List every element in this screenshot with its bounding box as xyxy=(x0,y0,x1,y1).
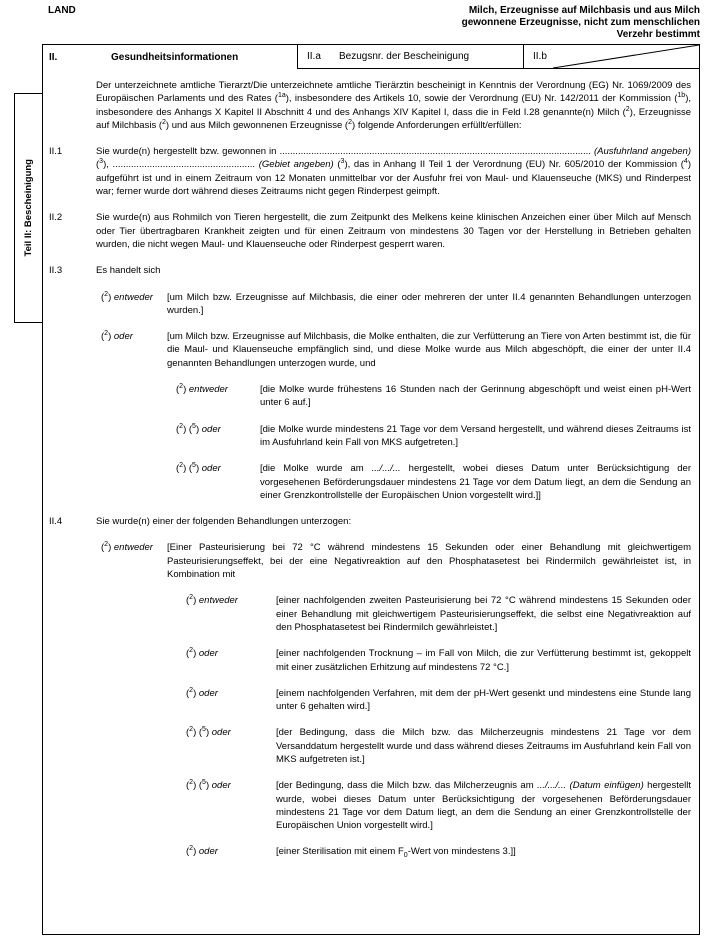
field-iia-label: Bezugsnr. der Bescheinigung xyxy=(339,51,470,62)
option-text: [um Milch bzw. Erzeugnisse auf Milchbasis, die Molke enthalten, die zur Verfütterung an Tiere von Arten bestimmt ist, die für die Maul- und Klauenseuche empfänglich sind, und diese Molke wurde aus Milch abgeschöpft, die einer der unter II.4 genannten Behandlungen unterzogen wurde, und xyxy=(167,331,691,369)
section-ii3-text: Es handelt sich xyxy=(96,265,161,277)
section-ii1-text: Sie wurde(n) hergestellt bzw. gewonnen in ...................................................................................................................... (Ausfuhrland angeben) ($^3$), ...................................................... (Gebiet angeben) ($^3$), das in Anhang II Teil 1 der Verordnung (EU) Nr. 605/2010 der Kommission ($^4$) aufgeführt ist und in einem Zeitraum von 12 Monaten unmittelbar vor der Ausfuhr frei von Maul- und Klauenseuche (MKS) und Rinderpest war; ferner wurde dort während dieses Zeitraums nicht gegen Rinderpest geimpft. xyxy=(96,146,691,198)
document-title-line-2: gewonnene Erzeugnisse, nicht zum menschlichen xyxy=(461,17,700,28)
option-ii3-entweder xyxy=(101,291,691,318)
header-cell-health-information xyxy=(43,45,297,69)
section-ii2-row xyxy=(49,211,691,251)
intro-paragraph: Der unterzeichnete amtliche Tierarzt/Die unterzeichnete amtliche Tierärztin bescheinigt in Kenntnis der Verordnung (EG) Nr. 1069/2009 des Europäischen Parlaments und des Rates ($^{1a}$), insbesondere des Artikels 10, sowie der Verordnung (EU) Nr. 142/2011 der Kommission ($^{1b}$), insbesondere des Anhangs X Kapitel II Abschnitt 4 und des Anhangs XIV Kapitel I, dass die in Feld I.28 genannte(n) Milch ($^2$), Erzeugnisse auf Milchbasis ($^2$) und aus Milch gewonnenen Erzeugnisse ($^2$) folgende Anforderungen erfüllt/erfüllen: xyxy=(96,80,691,131)
option-label: ($^2$) ($^5$) oder xyxy=(186,779,231,792)
section-ii4-row xyxy=(49,515,691,859)
section-ii1-number: II.1 xyxy=(49,146,63,158)
section-ii3-row xyxy=(49,264,691,502)
option-text: [Einer Pasteurisierung bei 72 °C während mindestens 15 Sekunden oder einer Behandlung mit gleichwertigem Pasteurisierungseffekt, bei der eine Negativreaktion auf den Phosphatasetest bei Rindermilch gewährleistet ist, in Kombination mit xyxy=(167,542,691,581)
option-ii4-oder-5 xyxy=(186,845,691,858)
document-title xyxy=(462,5,700,41)
option-label: ($^2$) ($^5$) oder xyxy=(176,462,221,475)
option-ii4-entweder-entweder xyxy=(186,594,691,634)
section-ii2-text: Sie wurde(n) aus Rohmilch von Tieren hergestellt, die zum Zeitpunkt des Melkens keine klinischen Anzeichen einer über Milch auf Mensch oder Tier übertragbaren Krankheit zeigten und für einen Zeitraum von mindestens 30 Tagen vor der Herstellung in Betrieben gehalten wurden, die nicht wegen Maul- und Klauenseuche oder Rinderpest gesperrt waren. xyxy=(96,212,691,250)
section-ii2-number: II.2 xyxy=(49,212,63,224)
field-iib-number: II.b xyxy=(533,51,547,62)
option-label: ($^2$) ($^5$) oder xyxy=(186,726,231,739)
section-ii3-body xyxy=(96,264,691,502)
option-ii3-oder xyxy=(101,330,691,502)
section-ii4-text: Sie wurde(n) einer der folgenden Behandlungen unterzogen: xyxy=(96,516,352,528)
diagonal-strike-line xyxy=(553,45,699,68)
option-label: ($^2$) entweder xyxy=(186,594,238,607)
option-text: [einer Sterilisation mit einem $F_0$-Wert von mindestens 3.]] xyxy=(276,846,516,860)
part-ii-side-tab xyxy=(14,93,43,323)
section-ii-title: Gesundheitsinformationen xyxy=(111,51,239,63)
option-ii4-oder-4 xyxy=(186,779,691,832)
section-ii1-row xyxy=(49,145,691,198)
part-ii-side-tab-label: Teil II: Bescheinigung xyxy=(23,159,34,257)
option-label: ($^2$) entweder xyxy=(176,382,228,396)
certificate-body xyxy=(43,69,699,934)
certificate-table xyxy=(42,44,700,935)
option-text: [der Bedingung, dass die Milch bzw. das Milcherzeugnis mindestens 21 Tage vor dem Versanddatum hergestellt wurde und dass während dieses Zeitraums im Ausfuhrland kein Fall von MKS aufgetreten ist.] xyxy=(276,727,691,765)
option-label: ($^2$) ($^5$) oder xyxy=(176,422,221,435)
option-text: [die Molke wurde frühestens 16 Stunden nach der Gerinnung abgeschöpft und weist einen pH-Wert unter 6 auf.] xyxy=(260,384,691,409)
option-text: [um Milch bzw. Erzeugnisse auf Milchbasis, die einer oder mehreren der unter II.4 genannten Behandlungen unterzogen wurden.] xyxy=(167,291,691,316)
option-text-block xyxy=(167,541,691,858)
option-text: [einer nachfolgenden Trocknung – im Fall von Milch, die zur Verfütterung bestimmt ist, gekoppelt mit einer zusätzlichen Erhitzung auf mindestens 72 °C.] xyxy=(276,648,691,673)
header-cell-reference-number xyxy=(297,45,523,69)
option-ii4-oder-3 xyxy=(186,726,691,766)
section-ii4-body xyxy=(96,515,691,859)
header-cell-iib xyxy=(523,45,699,69)
option-ii3-oder-oder-2 xyxy=(176,462,691,502)
section-ii-number: II. xyxy=(49,51,58,63)
document-title-line-1: Milch, Erzeugnisse auf Milchbasis und aus Milch xyxy=(468,5,700,16)
section-ii4-number: II.4 xyxy=(49,516,63,528)
country-label: LAND xyxy=(48,5,76,16)
intro-number-spacer xyxy=(49,79,96,132)
option-ii3-oder-entweder xyxy=(176,383,691,410)
option-text: [der Bedingung, dass die Milch bzw. das Milcherzeugnis am .../.../... (Datum einfügen) hergestellt wurde, wobei dieses Datum unter Berücksichtigung der vorgesehenen Beförderungsdauer mindestens 21 Tage vor dem Datum liegt, an dem die Sendung an einer Grenzkontrollstelle der Europäischen Union vorgestellt wird.] xyxy=(276,780,691,832)
option-ii4-entweder xyxy=(101,541,691,858)
option-text: [die Molke wurde mindestens 21 Tage vor dem Versand hergestellt, und während dieses Zeitraums ist im Ausfuhrland kein Fall von MKS aufgetreten.] xyxy=(260,423,691,448)
option-text: [einer nachfolgenden zweiten Pasteurisierung bei 72 °C während mindestens 15 Sekunden oder einer Behandlung mit gleichwertigem Pasteurisierungseffekt, die selbst eine Negativreaktion auf den Phosphatasetest bei Rindermilch gewährleistet.] xyxy=(276,595,691,633)
field-iia-number: II.a xyxy=(307,51,321,62)
option-text: [einem nachfolgenden Verfahren, mit dem der pH-Wert gesenkt und mindestens eine Stunde lang unter 6 gehalten wird.] xyxy=(276,687,691,713)
option-text: [die Molke wurde am .../.../... hergestellt, wobei dieses Datum unter Berücksichtigung der vorgesehenen Beförderungsdauer mindestens 21 Tage vor dem Datum liegt, an dem die Sendung an einer Grenzkontrollstelle der Europäischen Union vorgestellt wird.]] xyxy=(260,463,691,501)
table-header-row xyxy=(43,45,699,69)
intro-paragraph-row xyxy=(49,79,691,132)
option-label: ($^2$) oder xyxy=(186,686,218,699)
option-label: ($^2$) oder xyxy=(101,330,133,343)
section-ii3-number: II.3 xyxy=(49,265,63,277)
document-title-line-3: Verzehr bestimmt xyxy=(616,29,700,40)
option-text-block xyxy=(167,330,691,502)
option-ii4-oder-1 xyxy=(186,647,691,674)
option-label: ($^2$) entweder xyxy=(101,541,153,554)
option-ii4-oder-2 xyxy=(186,687,691,714)
option-label: ($^2$) oder xyxy=(186,845,218,858)
option-ii3-oder-oder-1 xyxy=(176,423,691,450)
option-label: ($^2$) oder xyxy=(186,647,218,660)
option-label: ($^2$) entweder xyxy=(101,290,153,303)
